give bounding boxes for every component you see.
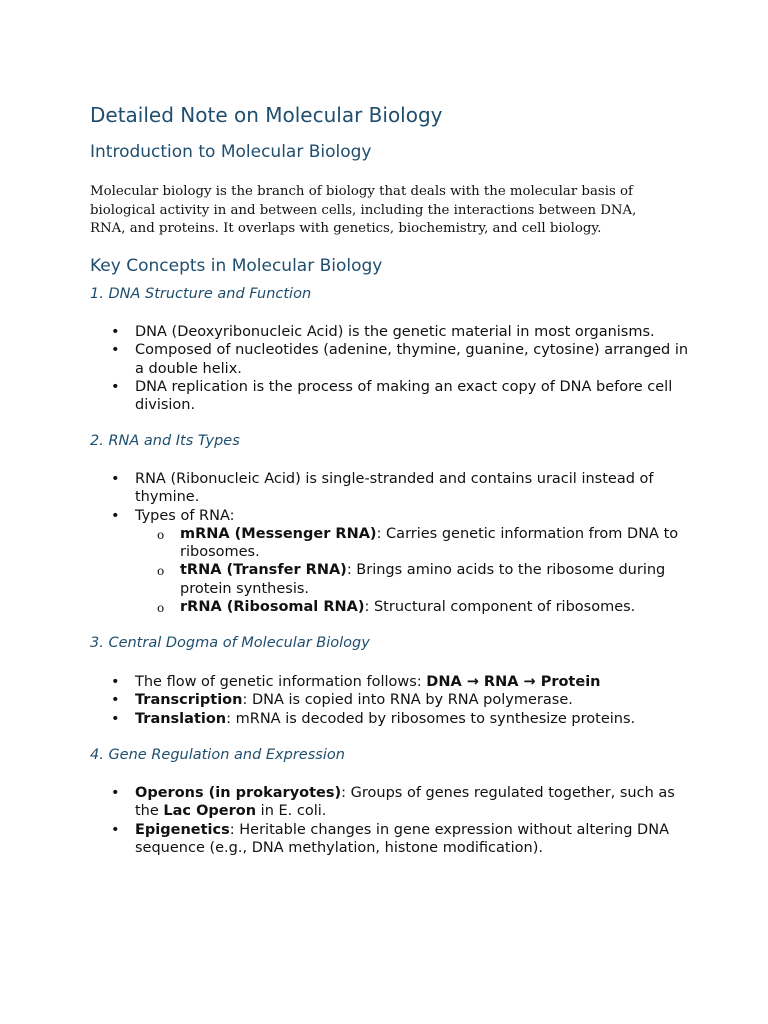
term: Operons (in prokaryotes) [135, 785, 342, 801]
term: mRNA (Messenger RNA) [180, 525, 377, 542]
regulation-list [90, 784, 690, 857]
definition: : Groups of genes regulated together, such as the [135, 785, 675, 820]
regulation-section-heading: 4. Gene Regulation and Expression [90, 747, 345, 763]
rna-list [90, 470, 690, 616]
list-item: • DNA replication is the process of making an exact copy of DNA before cell division. [90, 378, 690, 415]
list-item: • DNA (Deoxyribonucleic Acid) is the genetic material in most organisms. [90, 323, 690, 341]
dna-list [90, 323, 690, 414]
term: tRNA (Transfer RNA) [180, 562, 347, 579]
definition: : Structural component of ribosomes. [364, 599, 636, 616]
list-item [90, 691, 690, 709]
rna-types-sublist [135, 525, 690, 616]
list-item: • RNA (Ribonucleic Acid) is single-stranded and contains uracil instead of thymine. [90, 470, 690, 507]
intro-paragraph: Molecular biology is the branch of biology that deals with the molecular basis of biological activity in and between cells, including the interactions between DNA, RNA, and proteins. It overlaps with genetics, biochemistry, and cell biology. [90, 184, 637, 236]
list-item [90, 821, 690, 858]
term: Transcription [135, 692, 243, 709]
term: rRNA (Ribosomal RNA) [180, 599, 365, 616]
page-title: Detailed Note on Molecular Biology [90, 103, 443, 127]
list-item [90, 784, 690, 821]
dogma-list [90, 673, 690, 728]
definition: : Brings amino acids to the ribosome during protein synthesis. [180, 562, 666, 597]
definition: : mRNA is decoded by ribosomes to synthesize proteins. [226, 710, 636, 727]
list-item: • Composed of nucleotides (adenine, thymine, guanine, cytosine) arranged in a double helix. [90, 341, 690, 378]
key-concepts-heading: Key Concepts in Molecular Biology [90, 256, 383, 276]
definition: in E. coli. [256, 803, 327, 820]
term: Translation [135, 710, 227, 727]
dna-section-heading: 1. DNA Structure and Function [90, 286, 312, 302]
list-item [90, 673, 690, 691]
list-item [90, 507, 690, 617]
definition: : DNA is copied into RNA by RNA polymerase. [242, 692, 573, 709]
intro-heading: Introduction to Molecular Biology [90, 142, 372, 162]
definition: : Carries genetic information from DNA to ribosomes. [180, 525, 679, 561]
list-item [90, 710, 690, 728]
list-item-text: Types of RNA: [135, 507, 235, 524]
list-item-text: The flow of genetic information follows: [135, 674, 427, 690]
sublist-item [135, 598, 690, 616]
sublist-item [135, 561, 690, 598]
dogma-flow: DNA → RNA → Protein [426, 674, 601, 690]
lac-operon: Lac Operon [163, 803, 257, 820]
dogma-section-heading: 3. Central Dogma of Molecular Biology [90, 635, 370, 651]
sublist-item [135, 525, 690, 562]
term: Epigenetics [135, 821, 230, 838]
definition: : Heritable changes in gene expression without altering DNA sequence (e.g., DNA methylation, histone modification). [135, 821, 669, 856]
rna-section-heading: 2. RNA and Its Types [90, 433, 240, 449]
